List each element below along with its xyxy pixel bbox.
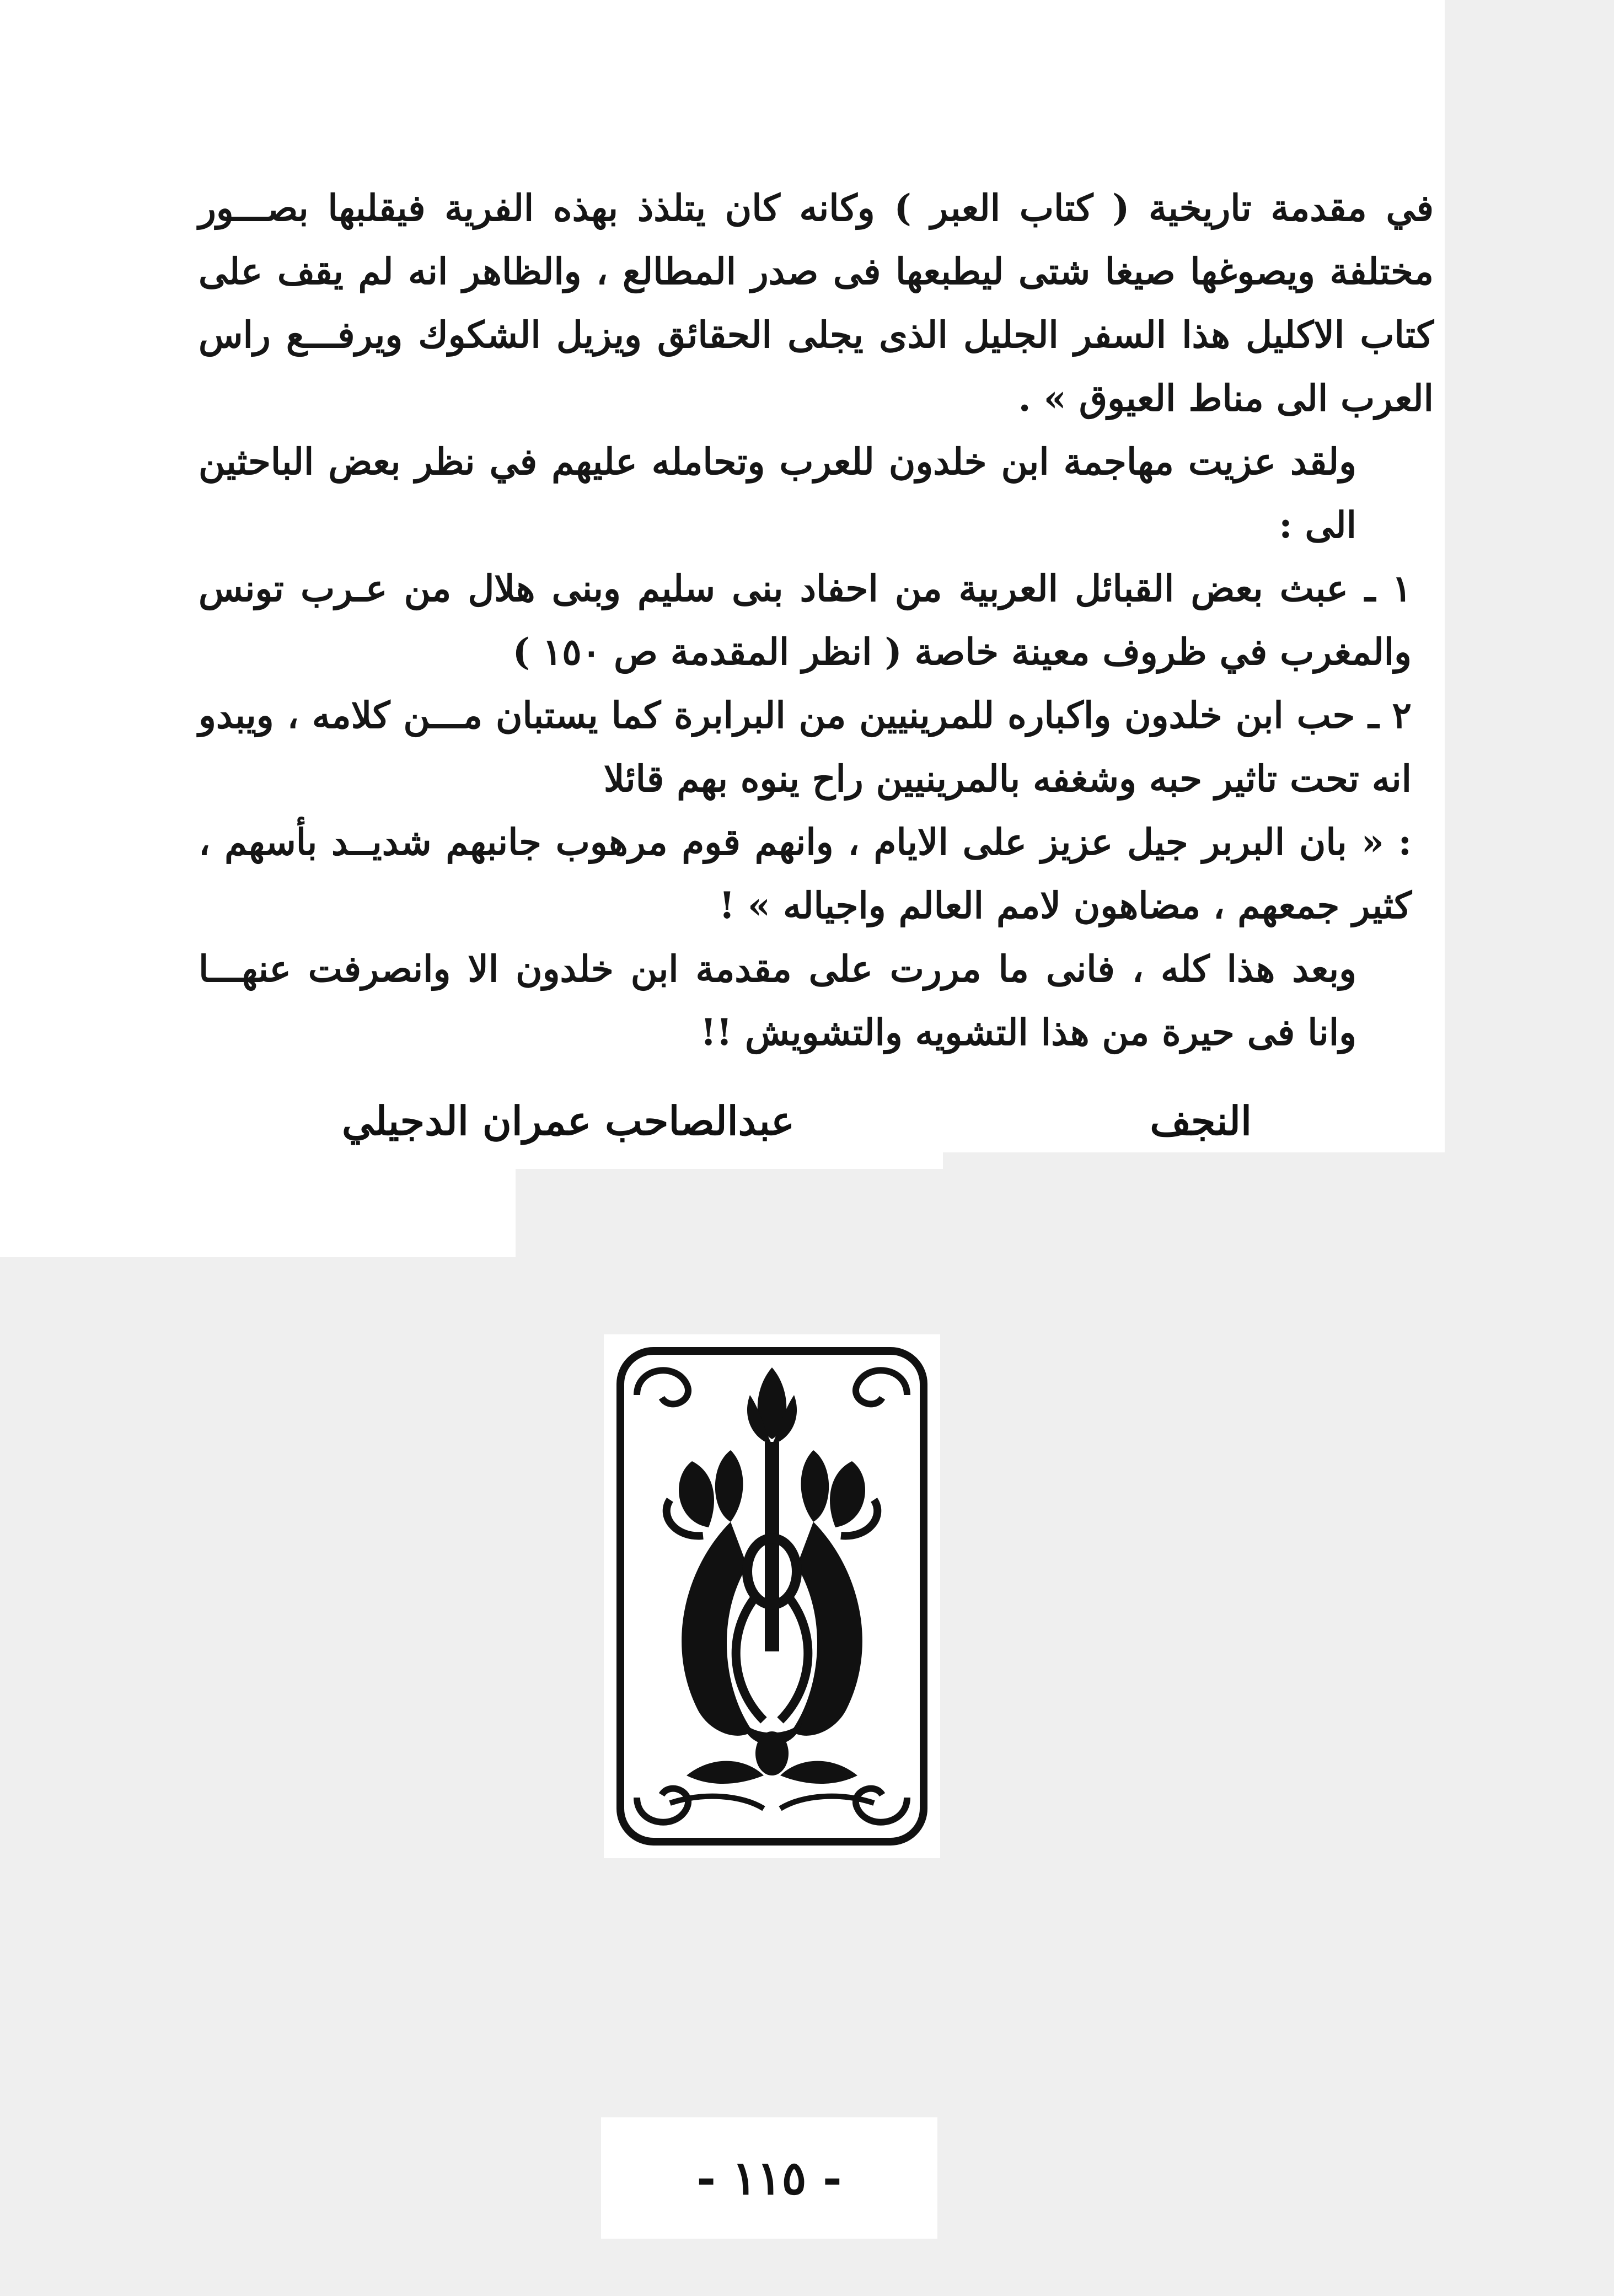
floral-tulip-ornament-icon xyxy=(604,1334,940,1858)
signature-place: النجف xyxy=(1150,1097,1252,1144)
paragraph: ولقد عزيت مهاجمة ابن خلدون للعرب وتحامله عليهم في نظر بعض الباحثين الى : xyxy=(199,440,1356,546)
quote: : « بان البربر جيل عزيز على الايام ، وانهم قوم مرهوب جانبهم شديــد بأسهم ، كثير جمعهم ، مضاهون لامم العالم واجياله » ! xyxy=(199,820,1412,927)
body-text xyxy=(199,176,1434,1064)
paragraph: في مقدمة تاريخية ( كتاب العبر ) وكانه كان يتلذذ بهذه الفرية فيقلبها بصـــور مختلفة ويصوغها صيغا شتى ليطبعها فى صدر المطالع ، والظاهر انه لم يقف على كتاب الاكليل هذا السفر الجليل الذى يجلى الحقائق ويزيل الشكوك ويرفـــع راس العرب الى مناط العيوق » . xyxy=(199,186,1434,420)
paragraph: وبعد هذا كله ، فانى ما مررت على مقدمة ابن خلدون الا وانصرفت عنهـــا وانا فى حيرة من هذا التشويه والتشويش !! xyxy=(199,947,1356,1054)
page-number-area xyxy=(601,2117,937,2239)
page-number: - ١١٥ - xyxy=(696,2150,842,2205)
numbered-item: ١ ـ عبث بعض القبائل العربية من احفاد بنى سليم وبنى هلال من عـرب تونس والمغرب في ظروف معينة خاصة ( انظر المقدمة ص ١٥٠ ) xyxy=(199,567,1412,673)
signature-row xyxy=(331,1097,1268,1158)
numbered-item: ٢ ـ حب ابن خلدون واكباره للمرينيين من البرابرة كما يستبان مـــن كلامه ، ويبدو انه تحت تاثير حبه وشغفه بالمرينيين راح ينوه بهم قائلا xyxy=(199,694,1412,800)
page-sheet-edge xyxy=(516,1169,1445,1257)
signature-author: عبدالصاحب عمران الدجيلي xyxy=(342,1097,795,1144)
